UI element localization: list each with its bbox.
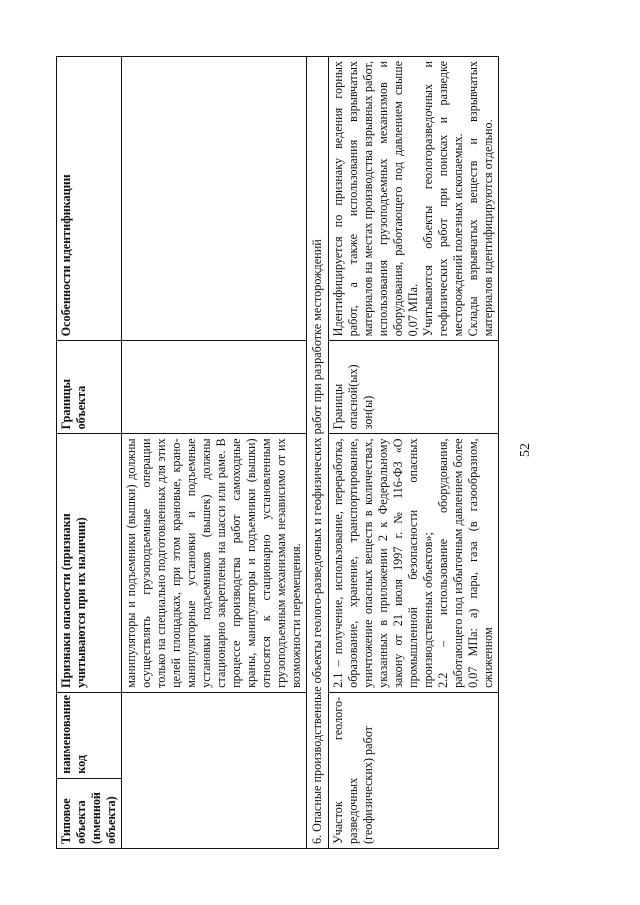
table-cell bbox=[122, 692, 307, 848]
hazard-features-continuation: манипуляторы и подъемники (вышки) должны осуществлять грузоподъемные операции только на специально подготовленных для этих целей площадках, при этом крановые, крано-манипуляторные установки и подъемные установки подъемников (вышек) должны стационарно закреплены на шасси или раме. В процессе производства работ самоходные краны, манипуляторы и подъемники (вышки) относятся к стационарно установленным грузоподъемным механизмам независимо от их возможности перемещения. bbox=[122, 434, 307, 692]
table-cell bbox=[122, 341, 307, 434]
hazard-features-cell bbox=[329, 434, 499, 692]
section-6-title: 6. Опасные производственные объекты геолого-разведочных и геофизических работ при разработке месторождений bbox=[307, 57, 329, 849]
hazard-item-2-2: 2.2 – использование оборудования, работающего под избыточным давлением более 0,07 МПа: а) пара, газа (в газообразном, сжиженном bbox=[436, 438, 495, 688]
identification-paragraph: Идентифицируется по признаку ведения горных работ, а также использования взрывчатых материалов на местах производства взрывных работ, использования грузоподъемных механизмов и оборудования, работающего под давлением свыше 0,07 МПа. bbox=[331, 61, 420, 337]
header-name-code: наименование код bbox=[57, 692, 122, 778]
hazard-item-2-1: 2.1 – получение, использование, переработка, образование, хранение, транспортирование, уничтожение опасных веществ в количествах, указанных в приложении 2 к Федеральному закону от 21 июля 1997 г. № 116-ФЗ «О промышленной безопасности опасных производственных объектов»; bbox=[331, 438, 435, 688]
header-hazard-features: Признаки опасности (признаки учитываются при их наличии) bbox=[57, 434, 122, 692]
identification-paragraph: Склады взрывчатых веществ и взрывчатых материалов идентифицируются отдельно. bbox=[466, 61, 495, 337]
identification-features-cell bbox=[329, 57, 499, 341]
table-row bbox=[122, 57, 307, 849]
page-number: 52 bbox=[518, 443, 533, 457]
table-cell bbox=[122, 57, 307, 341]
identification-paragraph: Учитываются объекты геологоразведочных и геофизических работ при поисках и разведке месторождений полезных ископаемых. bbox=[421, 61, 465, 337]
header-object-type: Типовое объекта (именной объекта) bbox=[57, 778, 122, 848]
rotated-table-container bbox=[56, 56, 572, 849]
identification-table bbox=[56, 56, 499, 849]
header-identification-features: Особенности идентификации bbox=[57, 57, 122, 341]
object-type-cell: Участок геолого-разведочных (геофизических) работ bbox=[329, 692, 499, 848]
header-object-boundaries: Границы объекта bbox=[57, 341, 122, 434]
section-row bbox=[307, 57, 329, 849]
object-boundaries-cell: Границы опасной(ых) зон(ы) bbox=[329, 341, 499, 434]
table-row bbox=[329, 57, 499, 849]
table-header-row bbox=[57, 57, 122, 849]
